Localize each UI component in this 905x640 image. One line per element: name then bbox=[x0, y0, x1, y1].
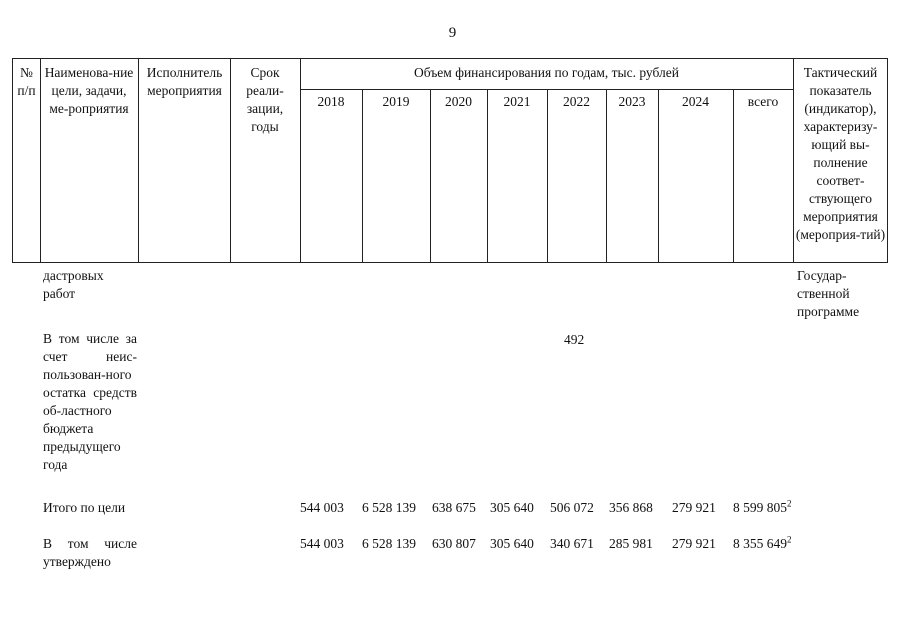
col-border bbox=[487, 89, 488, 263]
header-term: Срок реали-зации, годы bbox=[246, 65, 284, 134]
header-name: Наименова-ние цели, задачи, ме-роприятия bbox=[44, 65, 134, 116]
row2-value: 492 bbox=[564, 332, 585, 347]
col-border bbox=[430, 89, 431, 263]
header-year-2019: 2019 bbox=[382, 94, 410, 109]
row1-indicator: Государ-ственной программе bbox=[797, 268, 860, 319]
header-year-2020: 2020 bbox=[445, 94, 472, 109]
table-top-border bbox=[12, 58, 887, 59]
row3-total-footnote: 2 bbox=[787, 498, 792, 509]
header-executor: Исполнитель мероприятия bbox=[146, 65, 223, 98]
header-total: всего bbox=[747, 94, 779, 109]
col-border bbox=[547, 89, 548, 263]
row3-value-2024: 279 921 bbox=[672, 500, 716, 515]
row4-value-2024: 279 921 bbox=[672, 536, 716, 551]
row3-value-2020: 638 675 bbox=[432, 500, 476, 515]
row3-value-2019: 6 528 139 bbox=[362, 500, 416, 515]
header-indicator: Тактический показатель (индикатор), характеризу-ющий вы-полнение соответ-ствующего мероприятия (мероприя-тий) bbox=[795, 65, 886, 242]
header-year-2022: 2022 bbox=[563, 94, 590, 109]
header-year-2023: 2023 bbox=[618, 94, 646, 109]
header-num: № п/п bbox=[17, 65, 36, 98]
header-year-2018: 2018 bbox=[317, 94, 345, 109]
row3-total-number: 8 599 805 bbox=[733, 500, 787, 515]
row4-value-total bbox=[733, 535, 792, 553]
table-header-bottom-border bbox=[12, 262, 887, 263]
row3-value-2023: 356 868 bbox=[609, 500, 653, 515]
row4-value-2022: 340 671 bbox=[550, 536, 594, 551]
col-border bbox=[733, 89, 734, 263]
row1-name: дастровых работ bbox=[43, 268, 104, 301]
row4-name: В том числе утверждено bbox=[43, 536, 137, 569]
row4-total-footnote: 2 bbox=[787, 534, 792, 545]
col-border bbox=[40, 58, 41, 263]
row3-name: Итого по цели bbox=[43, 500, 126, 515]
header-year-2021: 2021 bbox=[503, 94, 531, 109]
row4-value-2021: 305 640 bbox=[490, 536, 534, 551]
col-border bbox=[230, 58, 231, 263]
row3-value-total bbox=[733, 499, 792, 517]
col-border bbox=[300, 58, 301, 263]
col-border bbox=[362, 89, 363, 263]
col-border bbox=[658, 89, 659, 263]
row4-value-2019: 6 528 139 bbox=[362, 536, 416, 551]
row4-total-number: 8 355 649 bbox=[733, 536, 787, 551]
header-funding: Объем финансирования по годам, тыс. рублей bbox=[414, 65, 679, 80]
row3-value-2018: 544 003 bbox=[300, 500, 344, 515]
row4-value-2023: 285 981 bbox=[609, 536, 653, 551]
page-number: 9 bbox=[448, 25, 457, 41]
col-border bbox=[887, 58, 888, 263]
col-border bbox=[606, 89, 607, 263]
row3-value-2022: 506 072 bbox=[550, 500, 594, 515]
row4-value-2020: 630 807 bbox=[432, 536, 476, 551]
row4-value-2018: 544 003 bbox=[300, 536, 344, 551]
row2-name: В том числе за счет неис-пользован-ного остатка средств об-ластного бюджета предыдущего года bbox=[43, 331, 137, 472]
header-year-2024: 2024 bbox=[682, 94, 709, 109]
row3-value-2021: 305 640 bbox=[490, 500, 534, 515]
